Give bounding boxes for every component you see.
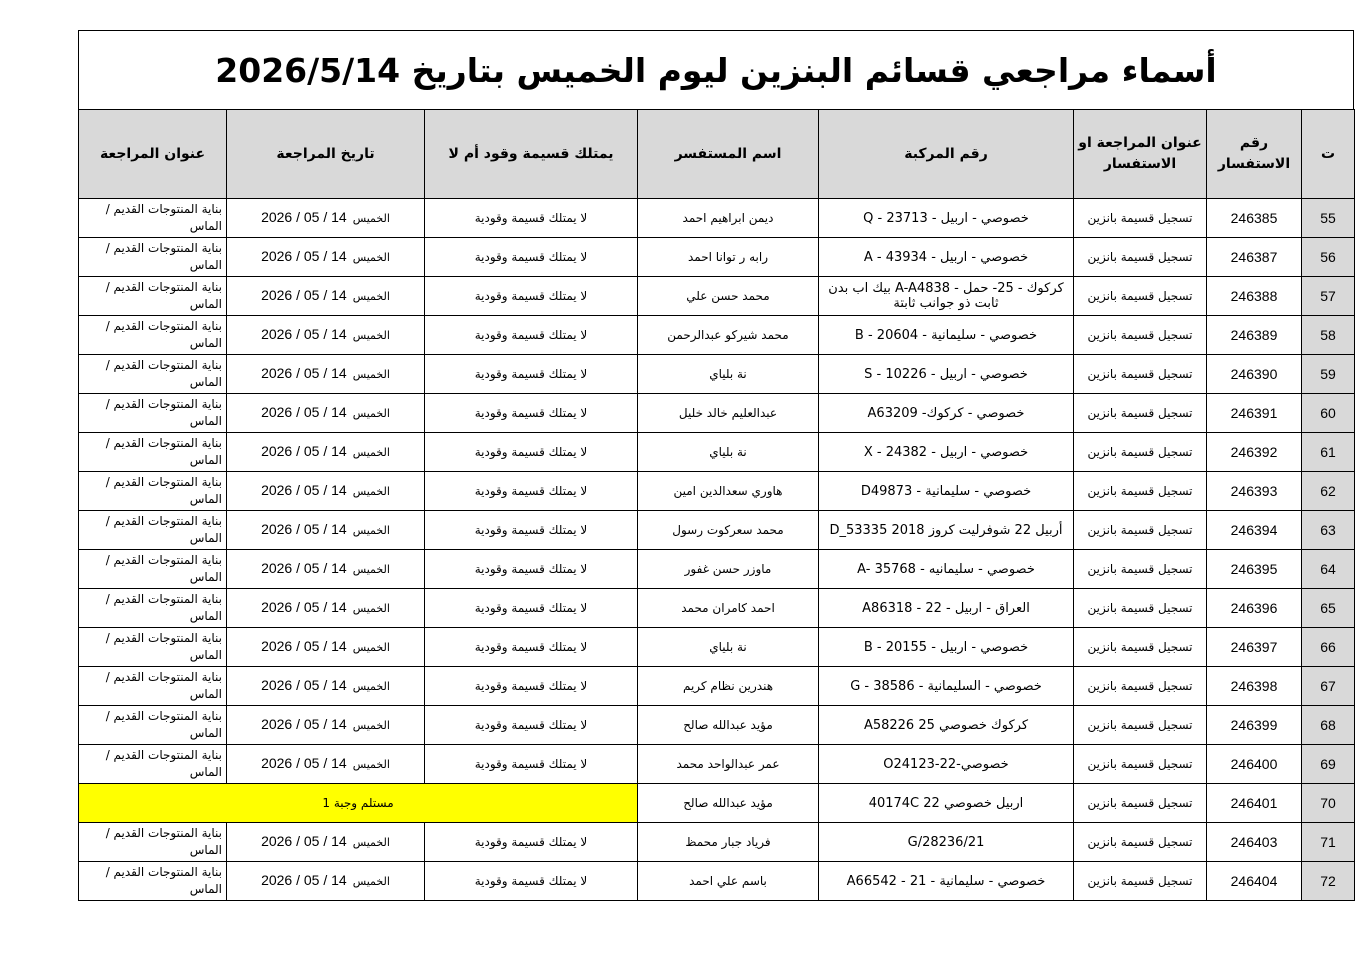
review-date [227, 433, 425, 472]
request-number: 246400 [1207, 745, 1302, 784]
inquirer-name: نة بلياي [638, 433, 819, 472]
coupon-status: لا يمتلك قسيمة وقودية [425, 511, 638, 550]
request-number: 246385 [1207, 199, 1302, 238]
weekday-label: الخميس [352, 212, 390, 225]
review-address: بناية المنتوجات القديم / الماس [79, 745, 227, 784]
review-address: بناية المنتوجات القديم / الماس [79, 667, 227, 706]
review-address: بناية المنتوجات القديم / الماس [79, 550, 227, 589]
request-number: 246388 [1207, 277, 1302, 316]
request-number: 246399 [1207, 706, 1302, 745]
coupon-status: لا يمتلك قسيمة وقودية [425, 667, 638, 706]
request-number: 246394 [1207, 511, 1302, 550]
review-address: بناية المنتوجات القديم / الماس [79, 394, 227, 433]
date-value: 2026 / 05 / 14 [261, 287, 347, 303]
page-title: أسماء مراجعي قسائم البنزين ليوم الخميس بتاريخ 2026/5/14 [215, 50, 1217, 90]
inquirer-name: ماوزر حسن غفور [638, 550, 819, 589]
date-value: 2026 / 05 / 14 [261, 521, 347, 537]
inquiry-type: تسجيل قسيمة بانزين [1074, 667, 1207, 706]
review-address: بناية المنتوجات القديم / الماس [79, 472, 227, 511]
header-inquiry-address: عنوان المراجعة او الاستفسار [1074, 110, 1207, 199]
header-inquirer-name: اسم المستفسر [638, 110, 819, 199]
weekday-label: الخميس [352, 251, 390, 264]
table-row [79, 745, 1355, 784]
inquirer-name: محمد حسن علي [638, 277, 819, 316]
date-value: 2026 / 05 / 14 [261, 872, 347, 888]
weekday-label: الخميس [352, 758, 390, 771]
date-value: 2026 / 05 / 14 [261, 248, 347, 264]
row-index: 64 [1302, 550, 1355, 589]
review-address: بناية المنتوجات القديم / الماس [79, 433, 227, 472]
header-request-no: رقم الاستفسار [1207, 110, 1302, 199]
inquiry-type: تسجيل قسيمة بانزين [1074, 394, 1207, 433]
vehicle-plate: اربيل خصوصي 22 40174C [819, 784, 1074, 823]
review-date [227, 472, 425, 511]
review-address: بناية المنتوجات القديم / الماس [79, 823, 227, 862]
row-index: 56 [1302, 238, 1355, 277]
vehicle-plate: خصوصي-22-O24123 [819, 745, 1074, 784]
table-row [79, 589, 1355, 628]
request-number: 246387 [1207, 238, 1302, 277]
date-value: 2026 / 05 / 14 [261, 326, 347, 342]
row-index: 60 [1302, 394, 1355, 433]
table-body [79, 199, 1355, 901]
weekday-label: الخميس [352, 875, 390, 888]
vehicle-plate: خصوصي - السليمانية - G - 38586 [819, 667, 1074, 706]
table-row [79, 472, 1355, 511]
coupon-status: لا يمتلك قسيمة وقودية [425, 199, 638, 238]
date-value: 2026 / 05 / 14 [261, 638, 347, 654]
review-address: بناية المنتوجات القديم / الماس [79, 277, 227, 316]
request-number: 246397 [1207, 628, 1302, 667]
review-address: بناية المنتوجات القديم / الماس [79, 199, 227, 238]
fuel-coupon-sheet [78, 30, 1354, 901]
row-index: 72 [1302, 862, 1355, 901]
weekday-label: الخميس [352, 641, 390, 654]
row-index: 61 [1302, 433, 1355, 472]
header-has-coupon: يمتلك قسيمة وقود أم لا [425, 110, 638, 199]
request-number: 246401 [1207, 784, 1302, 823]
date-value: 2026 / 05 / 14 [261, 833, 347, 849]
table-row [79, 667, 1355, 706]
review-address: بناية المنتوجات القديم / الماس [79, 316, 227, 355]
row-index: 67 [1302, 667, 1355, 706]
weekday-label: الخميس [352, 368, 390, 381]
vehicle-plate: العراق - اربيل - 22 - A86318 [819, 589, 1074, 628]
date-value: 2026 / 05 / 14 [261, 755, 347, 771]
vehicle-plate: 21/G/28236 [819, 823, 1074, 862]
weekday-label: الخميس [352, 680, 390, 693]
row-index: 69 [1302, 745, 1355, 784]
vehicle-plate: خصوصي - اربيل - Q - 23713 [819, 199, 1074, 238]
row-index: 57 [1302, 277, 1355, 316]
row-index: 68 [1302, 706, 1355, 745]
table-row [79, 706, 1355, 745]
inquiry-type: تسجيل قسيمة بانزين [1074, 550, 1207, 589]
table-row [79, 355, 1355, 394]
inquiry-type: تسجيل قسيمة بانزين [1074, 433, 1207, 472]
request-number: 246389 [1207, 316, 1302, 355]
review-address: بناية المنتوجات القديم / الماس [79, 589, 227, 628]
inquirer-name: مؤيد عبدالله صالح [638, 706, 819, 745]
inquirer-name: نة بلياي [638, 628, 819, 667]
inquiry-type: تسجيل قسيمة بانزين [1074, 199, 1207, 238]
coupon-status: لا يمتلك قسيمة وقودية [425, 550, 638, 589]
row-index: 71 [1302, 823, 1355, 862]
inquiry-type: تسجيل قسيمة بانزين [1074, 277, 1207, 316]
inquirer-name: مؤيد عبدالله صالح [638, 784, 819, 823]
inquiry-type: تسجيل قسيمة بانزين [1074, 784, 1207, 823]
review-date [227, 199, 425, 238]
inquirer-name: محمد سعركوت رسول [638, 511, 819, 550]
date-value: 2026 / 05 / 14 [261, 365, 347, 381]
row-index: 70 [1302, 784, 1355, 823]
inquirer-name: هندرين نظام كريم [638, 667, 819, 706]
vehicle-plate: خصوصي - كركوك- A63209 [819, 394, 1074, 433]
inquirer-name: نة بلياي [638, 355, 819, 394]
inquiry-type: تسجيل قسيمة بانزين [1074, 511, 1207, 550]
review-date [227, 589, 425, 628]
row-index: 62 [1302, 472, 1355, 511]
date-value: 2026 / 05 / 14 [261, 209, 347, 225]
vehicle-plate: خصوصي - اربيل - B - 20155 [819, 628, 1074, 667]
inquirer-name: عمر عبدالواحد محمد [638, 745, 819, 784]
request-number: 246396 [1207, 589, 1302, 628]
request-number: 246404 [1207, 862, 1302, 901]
vehicle-plate: خصوصي - سليمانية - 21 - A66542 [819, 862, 1074, 901]
inquirer-name: ديمن ابراهيم احمد [638, 199, 819, 238]
review-address: بناية المنتوجات القديم / الماس [79, 706, 227, 745]
review-address: بناية المنتوجات القديم / الماس [79, 862, 227, 901]
table-row [79, 628, 1355, 667]
row-index: 59 [1302, 355, 1355, 394]
review-date [227, 355, 425, 394]
review-date [227, 394, 425, 433]
date-value: 2026 / 05 / 14 [261, 716, 347, 732]
table-row [79, 550, 1355, 589]
inquirer-name: احمد كامران محمد [638, 589, 819, 628]
coupon-status: لا يمتلك قسيمة وقودية [425, 706, 638, 745]
request-number: 246391 [1207, 394, 1302, 433]
weekday-label: الخميس [352, 563, 390, 576]
inquiry-type: تسجيل قسيمة بانزين [1074, 316, 1207, 355]
review-date [227, 667, 425, 706]
review-address: بناية المنتوجات القديم / الماس [79, 628, 227, 667]
request-number: 246398 [1207, 667, 1302, 706]
title-box [78, 30, 1354, 109]
request-number: 246393 [1207, 472, 1302, 511]
coupon-status: لا يمتلك قسيمة وقودية [425, 316, 638, 355]
applicants-table [78, 109, 1355, 901]
inquirer-name: محمد شيركو عبدالرحمن [638, 316, 819, 355]
coupon-status: لا يمتلك قسيمة وقودية [425, 394, 638, 433]
table-row [79, 823, 1355, 862]
vehicle-plate: أربيل 22 شوفرليت كروز 2018 D_53335 [819, 511, 1074, 550]
coupon-status: لا يمتلك قسيمة وقودية [425, 277, 638, 316]
table-row [79, 784, 1355, 823]
coupon-status: لا يمتلك قسيمة وقودية [425, 823, 638, 862]
coupon-status: لا يمتلك قسيمة وقودية [425, 589, 638, 628]
weekday-label: الخميس [352, 485, 390, 498]
inquiry-type: تسجيل قسيمة بانزين [1074, 355, 1207, 394]
header-review-address: عنوان المراجعة [79, 110, 227, 199]
review-date [227, 862, 425, 901]
review-date [227, 823, 425, 862]
table-row [79, 511, 1355, 550]
review-address: بناية المنتوجات القديم / الماس [79, 238, 227, 277]
review-date [227, 745, 425, 784]
vehicle-plate: خصوصي - سليمانية - D49873 [819, 472, 1074, 511]
header-index: ت [1302, 110, 1355, 199]
weekday-label: الخميس [352, 719, 390, 732]
vehicle-plate: خصوصي - اربيل - S - 10226 [819, 355, 1074, 394]
inquirer-name: باسم علي احمد [638, 862, 819, 901]
date-value: 2026 / 05 / 14 [261, 599, 347, 615]
vehicle-plate: خصوصي - سليمانية - B - 20604 [819, 316, 1074, 355]
inquirer-name: فرياد جبار محمظ [638, 823, 819, 862]
inquiry-type: تسجيل قسيمة بانزين [1074, 628, 1207, 667]
row-index: 66 [1302, 628, 1355, 667]
inquiry-type: تسجيل قسيمة بانزين [1074, 823, 1207, 862]
date-value: 2026 / 05 / 14 [261, 677, 347, 693]
inquiry-type: تسجيل قسيمة بانزين [1074, 472, 1207, 511]
table-row [79, 199, 1355, 238]
review-address: بناية المنتوجات القديم / الماس [79, 355, 227, 394]
inquirer-name: هاوري سعدالدين امين [638, 472, 819, 511]
vehicle-plate: خصوصي - اربيل - X - 24382 [819, 433, 1074, 472]
request-number: 246395 [1207, 550, 1302, 589]
date-value: 2026 / 05 / 14 [261, 560, 347, 576]
weekday-label: الخميس [352, 329, 390, 342]
vehicle-plate: خصوصي - اربيل - A - 43934 [819, 238, 1074, 277]
inquiry-type: تسجيل قسيمة بانزين [1074, 238, 1207, 277]
table-row [79, 394, 1355, 433]
weekday-label: الخميس [352, 836, 390, 849]
request-number: 246403 [1207, 823, 1302, 862]
table-row [79, 862, 1355, 901]
coupon-status: لا يمتلك قسيمة وقودية [425, 238, 638, 277]
coupon-status: لا يمتلك قسيمة وقودية [425, 472, 638, 511]
request-number: 246392 [1207, 433, 1302, 472]
review-date [227, 238, 425, 277]
coupon-status: لا يمتلك قسيمة وقودية [425, 862, 638, 901]
date-value: 2026 / 05 / 14 [261, 404, 347, 420]
weekday-label: الخميس [352, 524, 390, 537]
review-address: بناية المنتوجات القديم / الماس [79, 511, 227, 550]
inquiry-type: تسجيل قسيمة بانزين [1074, 745, 1207, 784]
vehicle-plate: كركوك - 25- حمل - A-A4838 بيك اب بدن ثابت ذو جوانب ثابتة [819, 277, 1074, 316]
review-date [227, 316, 425, 355]
review-date [227, 550, 425, 589]
row-index: 58 [1302, 316, 1355, 355]
inquirer-name: عبدالعليم خالد خليل [638, 394, 819, 433]
review-date [227, 706, 425, 745]
table-row [79, 433, 1355, 472]
request-number: 246390 [1207, 355, 1302, 394]
inquiry-type: تسجيل قسيمة بانزين [1074, 862, 1207, 901]
date-value: 2026 / 05 / 14 [261, 443, 347, 459]
weekday-label: الخميس [352, 602, 390, 615]
header-vehicle-no: رقم المركبة [819, 110, 1074, 199]
coupon-status: لا يمتلك قسيمة وقودية [425, 745, 638, 784]
coupon-status: لا يمتلك قسيمة وقودية [425, 628, 638, 667]
vehicle-plate: خصوصي - سليمانيه - A- 35768 [819, 550, 1074, 589]
header-review-date: تاريخ المراجعة [227, 110, 425, 199]
vehicle-plate: كركوك خصوصي A58226 25 [819, 706, 1074, 745]
coupon-status: لا يمتلك قسيمة وقودية [425, 433, 638, 472]
inquirer-name: رابه ر توانا احمد [638, 238, 819, 277]
review-date [227, 511, 425, 550]
weekday-label: الخميس [352, 407, 390, 420]
date-value: 2026 / 05 / 14 [261, 482, 347, 498]
coupon-status: لا يمتلك قسيمة وقودية [425, 355, 638, 394]
table-row [79, 316, 1355, 355]
inquiry-type: تسجيل قسيمة بانزين [1074, 589, 1207, 628]
weekday-label: الخميس [352, 290, 390, 303]
received-note: مستلم وجبة 1 [79, 784, 638, 823]
review-date [227, 628, 425, 667]
row-index: 65 [1302, 589, 1355, 628]
table-row [79, 277, 1355, 316]
row-index: 63 [1302, 511, 1355, 550]
review-date [227, 277, 425, 316]
weekday-label: الخميس [352, 446, 390, 459]
inquiry-type: تسجيل قسيمة بانزين [1074, 706, 1207, 745]
table-header-row [79, 110, 1355, 199]
row-index: 55 [1302, 199, 1355, 238]
table-row [79, 238, 1355, 277]
